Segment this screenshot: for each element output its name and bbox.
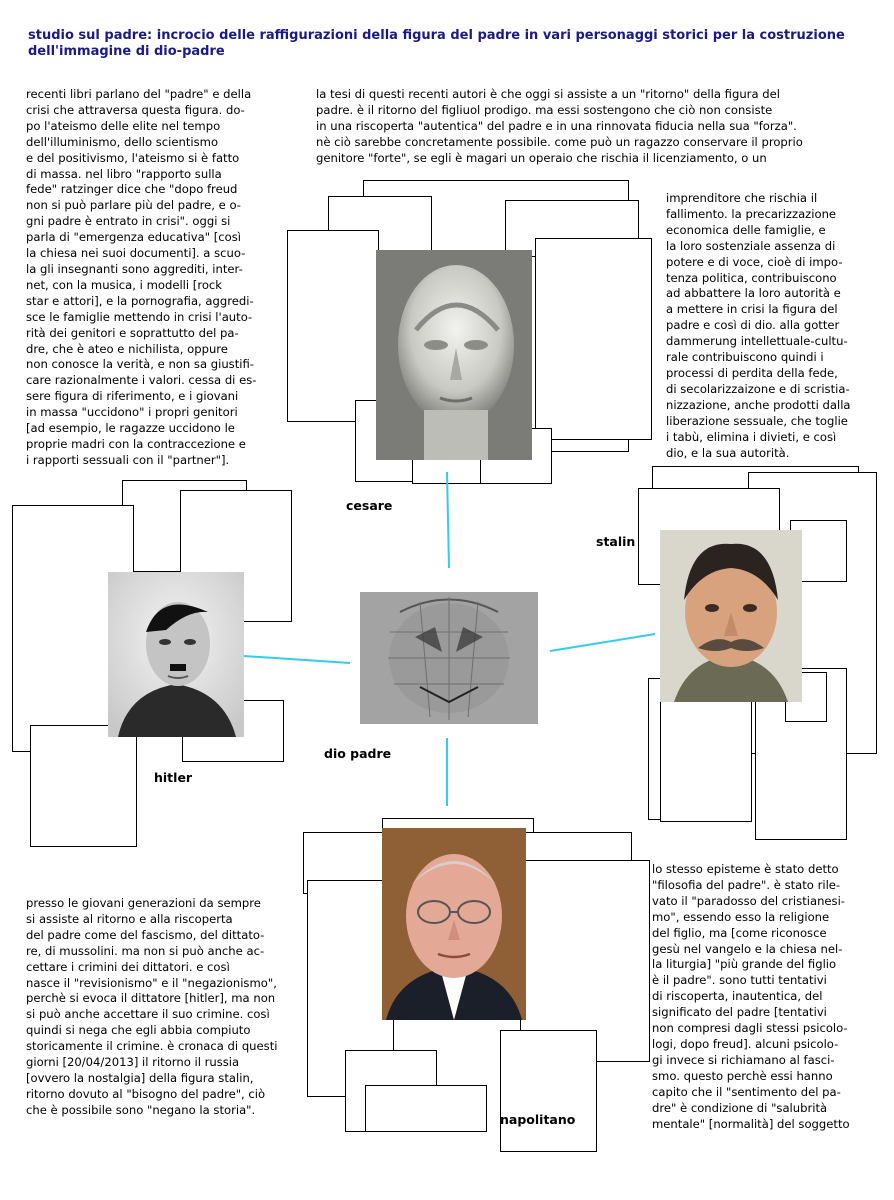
label-stalin: stalin (596, 534, 636, 549)
connector-cesare (447, 472, 449, 568)
stalin-portrait-image (660, 530, 802, 702)
text-column-right-top: imprenditore che rischia il fallimento. la precarizzazione economica delle famiglie, e la loro sostenziale assenza di potere e di voce, cioè di impo- tenza politica, contribuiscono ad abbattere la loro autorità e a mettere in crisi la figura del padre e così di dio. alla gotter dammerung intellettuale-cultu- rale contribuiscono quindi i processi di perdita della fede, di secolarizzaizone e di scristia- nizzazione, anche prodotti dalla liberazione sessuale, che toglie i tabù, elimina i divieti, e così dio, e la sua autorità. (666, 191, 851, 460)
napolitano-portrait-image (382, 828, 526, 1020)
text-column-top-center: la tesi di questi recenti autori è che oggi si assiste a un "ritorno" della figura del padre. è il ritorno del figliuol prodigo. ma essi sostengono che ciò non consiste in una riscoperta "autentica" del padre e in una rinnovata fiducia nella sua "forza". nè ciò sarebbe concretamente possibile. come può un ragazzo conservare il proprio genitore "forte", se egli è magari un operaio che rischia il licenziamento, o un (316, 87, 803, 165)
page-title: studio sul padre: incrocio delle raffigurazioni della figura del padre in vari personaggi storici per la costruzione dell'immagine di dio-padre (28, 28, 845, 59)
text-column-left-bottom: presso le giovani generazioni da sempre si assiste al ritorno e alla riscoperta del padre come del fascismo, del dittato- re, di mussolini. ma non si può anche ac- cettare i crimini dei dittatori. e così nasce il "revisionismo" e il "negazionismo", perchè si evoca il dittatore [hitler], ma non si può anche accettare il suo crimine. così quindi si nega che egli abbia compiuto storicamente il crimine. è cronaca di questi giorni [20/04/2013] il ritorno il russia [ovvero la nostalgia] della figura stalin, ritorno dovuto al "bisogno del padre", ciò che è possibile sono "negano la storia". (26, 896, 278, 1117)
text-column-left-top: recenti libri parlano del "padre" e della crisi che attraversa questa figura. do- po l'ateismo delle elite nel tempo dell'illuminismo, dello scientismo e del positivismo, l'ateismo si è fatto di massa. nel libro "rapporto sulla fede" ratzinger dice che "dopo freud non si può parlare più del padre, e o- gni padre è entrato in crisi". oggi si parla di "emergenza educativa" [così la chiesa nei suoi documenti]. a scuo- la gli insegnanti sono aggrediti, inter- net, con la musica, i modelli [rock star e attori], e la pornografia, aggredi- sce le famiglie mettendo in crisi l'auto- rità dei genitori e soprattutto del pa- dre, che è ateo e nichilista, oppure non conosce la verità, e non sa giustifi- care razionalmente i valori. cessa di es- sere figura di riferimento, e i giovani in massa "uccidono" i propri genitori [ad esempio, le ragazze uccidono le proprie madri con la contraccezione e i rapporti sessuali con il "partner"]. (26, 87, 257, 467)
connector-hitler (244, 656, 350, 663)
text-column-right-bottom: lo stesso episteme è stato detto "filosofia del padre". è stato rile- vato il "paradosso del cristianesi- mo", essendo esso la religione del figlio, ma [come riconosce gesù nel vangelo e la chiesa nel- la liturgia] "più grande del figlio è il padre". sono tutti tentativi di riscoperta, inautentica, del significato del padre [tentativi non compresi dagli stessi psicolo- logi, dopo freud]. alcuni psicolo- gi invece si richiamano al fasci- smo. questo perchè essi hanno capito che il "sentimento del pa- dre" è condizione di "salubrità mentale" [normalità] del soggetto (652, 862, 850, 1131)
label-dio-padre: dio padre (324, 746, 392, 761)
label-cesare: cesare (346, 498, 393, 513)
connector-stalin (550, 634, 655, 651)
dio-padre-image (360, 592, 538, 724)
hitler-portrait-image (108, 572, 244, 737)
label-hitler: hitler (154, 770, 193, 785)
cesare-portrait-image (376, 250, 532, 460)
label-napolitano: napolitano (500, 1112, 576, 1127)
